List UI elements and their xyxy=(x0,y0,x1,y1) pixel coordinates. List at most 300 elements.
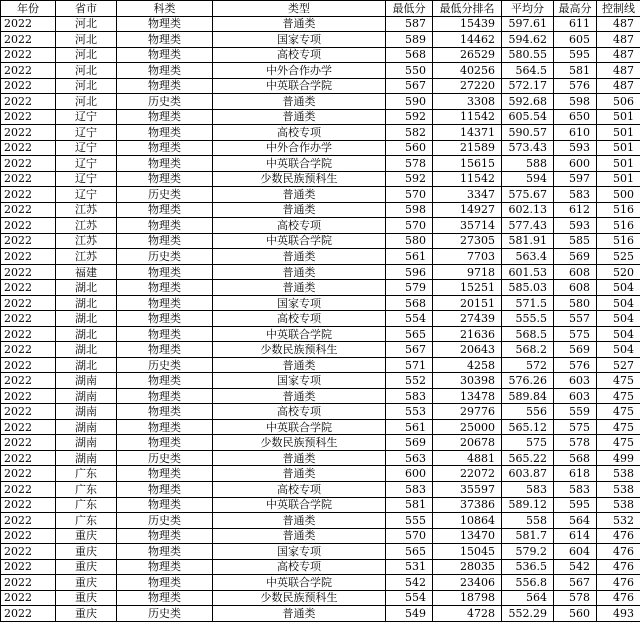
min-score-cell: 581 xyxy=(386,497,433,513)
min-rank-cell: 28035 xyxy=(433,559,502,575)
year-cell: 2022 xyxy=(1,419,56,435)
table-row xyxy=(1,497,640,513)
table-row xyxy=(1,94,640,110)
min-score-cell: 565 xyxy=(386,326,433,342)
max-score-cell: 597 xyxy=(554,171,597,187)
control-line-cell: 538 xyxy=(597,481,640,497)
subject-cell: 物理类 xyxy=(117,140,213,156)
min-rank-header: 最低分排名 xyxy=(433,1,502,17)
avg-score-cell: 565.12 xyxy=(502,419,554,435)
min-rank-cell: 35597 xyxy=(433,481,502,497)
table-row xyxy=(1,435,640,451)
max-score-cell: 559 xyxy=(554,404,597,420)
table-row xyxy=(1,419,640,435)
type-cell: 普通类 xyxy=(213,466,386,482)
province-cell: 湖南 xyxy=(56,450,117,466)
max-score-cell: 611 xyxy=(554,16,597,32)
type-cell: 普通类 xyxy=(213,606,386,622)
min-rank-cell: 26529 xyxy=(433,47,502,63)
type-cell: 普通类 xyxy=(213,280,386,296)
avg-score-cell: 594 xyxy=(502,171,554,187)
min-rank-cell: 11542 xyxy=(433,171,502,187)
min-rank-cell: 15251 xyxy=(433,280,502,296)
subject-cell: 物理类 xyxy=(117,544,213,560)
max-score-cell: 593 xyxy=(554,140,597,156)
province-cell: 辽宁 xyxy=(56,171,117,187)
control-line-cell: 493 xyxy=(597,606,640,622)
max-score-header: 最高分 xyxy=(554,1,597,17)
max-score-cell: 576 xyxy=(554,357,597,373)
province-cell: 辽宁 xyxy=(56,140,117,156)
min-score-cell: 578 xyxy=(386,156,433,172)
province-cell: 湖南 xyxy=(56,373,117,389)
year-cell: 2022 xyxy=(1,109,56,125)
max-score-cell: 618 xyxy=(554,466,597,482)
table-row xyxy=(1,373,640,389)
table-row xyxy=(1,311,640,327)
type-cell: 普通类 xyxy=(213,202,386,218)
avg-score-cell: 602.13 xyxy=(502,202,554,218)
subject-header: 科类 xyxy=(117,1,213,17)
table-row xyxy=(1,156,640,172)
max-score-cell: 593 xyxy=(554,218,597,234)
max-score-cell: 603 xyxy=(554,373,597,389)
province-cell: 辽宁 xyxy=(56,156,117,172)
control-line-cell: 499 xyxy=(597,450,640,466)
min-rank-cell: 13470 xyxy=(433,528,502,544)
max-score-cell: 585 xyxy=(554,233,597,249)
subject-cell: 物理类 xyxy=(117,295,213,311)
min-score-cell: 552 xyxy=(386,373,433,389)
max-score-cell: 600 xyxy=(554,156,597,172)
year-cell: 2022 xyxy=(1,481,56,497)
province-cell: 湖北 xyxy=(56,311,117,327)
table-row xyxy=(1,47,640,63)
control-line-cell: 506 xyxy=(597,94,640,110)
min-rank-cell: 20643 xyxy=(433,342,502,358)
year-header: 年份 xyxy=(1,1,56,17)
min-rank-cell: 3347 xyxy=(433,187,502,203)
type-cell: 普通类 xyxy=(213,450,386,466)
control-line-cell: 475 xyxy=(597,388,640,404)
max-score-cell: 608 xyxy=(554,280,597,296)
table-row xyxy=(1,264,640,280)
min-score-cell: 587 xyxy=(386,16,433,32)
avg-score-cell: 581.91 xyxy=(502,233,554,249)
min-score-header: 最低分 xyxy=(386,1,433,17)
year-cell: 2022 xyxy=(1,295,56,311)
subject-cell: 物理类 xyxy=(117,63,213,79)
table-row xyxy=(1,140,640,156)
province-cell: 江苏 xyxy=(56,218,117,234)
avg-score-cell: 601.53 xyxy=(502,264,554,280)
max-score-cell: 604 xyxy=(554,544,597,560)
type-cell: 高校专项 xyxy=(213,47,386,63)
control-line-cell: 500 xyxy=(597,187,640,203)
min-rank-cell: 14462 xyxy=(433,32,502,48)
min-score-cell: 567 xyxy=(386,78,433,94)
max-score-cell: 542 xyxy=(554,559,597,575)
min-score-cell: 598 xyxy=(386,202,433,218)
subject-cell: 物理类 xyxy=(117,156,213,172)
year-cell: 2022 xyxy=(1,435,56,451)
province-cell: 广东 xyxy=(56,466,117,482)
control-line-cell: 475 xyxy=(597,373,640,389)
min-score-cell: 590 xyxy=(386,94,433,110)
max-score-cell: 595 xyxy=(554,47,597,63)
subject-cell: 历史类 xyxy=(117,606,213,622)
year-cell: 2022 xyxy=(1,326,56,342)
province-cell: 湖南 xyxy=(56,388,117,404)
subject-cell: 物理类 xyxy=(117,497,213,513)
max-score-cell: 564 xyxy=(554,513,597,529)
header-row xyxy=(1,1,640,17)
min-rank-cell: 27305 xyxy=(433,233,502,249)
min-rank-cell: 27439 xyxy=(433,311,502,327)
year-cell: 2022 xyxy=(1,590,56,606)
min-score-cell: 567 xyxy=(386,342,433,358)
table-row xyxy=(1,295,640,311)
type-cell: 中英联合学院 xyxy=(213,419,386,435)
type-cell: 中英联合学院 xyxy=(213,575,386,591)
min-rank-cell: 7703 xyxy=(433,249,502,265)
min-rank-cell: 15045 xyxy=(433,544,502,560)
type-cell: 中英联合学院 xyxy=(213,497,386,513)
control-line-cell: 516 xyxy=(597,233,640,249)
table-row xyxy=(1,249,640,265)
type-cell: 中外合作办学 xyxy=(213,63,386,79)
max-score-cell: 575 xyxy=(554,419,597,435)
table-row xyxy=(1,606,640,622)
min-score-cell: 560 xyxy=(386,140,433,156)
min-rank-cell: 20678 xyxy=(433,435,502,451)
province-cell: 广东 xyxy=(56,513,117,529)
subject-cell: 物理类 xyxy=(117,171,213,187)
table-row xyxy=(1,16,640,32)
subject-cell: 物理类 xyxy=(117,326,213,342)
type-cell: 普通类 xyxy=(213,249,386,265)
table-row xyxy=(1,63,640,79)
min-rank-cell: 14371 xyxy=(433,125,502,141)
min-score-cell: 583 xyxy=(386,481,433,497)
min-rank-cell: 3308 xyxy=(433,94,502,110)
control-line-cell: 475 xyxy=(597,419,640,435)
table-row xyxy=(1,513,640,529)
min-score-cell: 561 xyxy=(386,249,433,265)
type-cell: 国家专项 xyxy=(213,32,386,48)
subject-cell: 物理类 xyxy=(117,218,213,234)
avg-score-cell: 605.54 xyxy=(502,109,554,125)
type-cell: 普通类 xyxy=(213,357,386,373)
year-cell: 2022 xyxy=(1,187,56,203)
year-cell: 2022 xyxy=(1,513,56,529)
min-rank-cell: 35714 xyxy=(433,218,502,234)
subject-cell: 物理类 xyxy=(117,125,213,141)
year-cell: 2022 xyxy=(1,311,56,327)
table-row xyxy=(1,233,640,249)
avg-score-cell: 564 xyxy=(502,590,554,606)
subject-cell: 物理类 xyxy=(117,280,213,296)
avg-score-cell: 589.12 xyxy=(502,497,554,513)
type-cell: 少数民族预科生 xyxy=(213,590,386,606)
province-header: 省市 xyxy=(56,1,117,17)
min-score-cell: 550 xyxy=(386,63,433,79)
table-row xyxy=(1,559,640,575)
year-cell: 2022 xyxy=(1,202,56,218)
min-rank-cell: 4728 xyxy=(433,606,502,622)
min-score-cell: 589 xyxy=(386,32,433,48)
avg-score-cell: 576.26 xyxy=(502,373,554,389)
min-score-cell: 570 xyxy=(386,187,433,203)
control-line-cell: 504 xyxy=(597,326,640,342)
year-cell: 2022 xyxy=(1,125,56,141)
min-rank-cell: 21589 xyxy=(433,140,502,156)
province-cell: 江苏 xyxy=(56,233,117,249)
table-row xyxy=(1,357,640,373)
min-score-cell: 554 xyxy=(386,590,433,606)
max-score-cell: 595 xyxy=(554,497,597,513)
year-cell: 2022 xyxy=(1,218,56,234)
min-score-cell: 554 xyxy=(386,311,433,327)
type-cell: 高校专项 xyxy=(213,404,386,420)
min-rank-cell: 18798 xyxy=(433,590,502,606)
min-rank-cell: 20151 xyxy=(433,295,502,311)
control-line-cell: 487 xyxy=(597,47,640,63)
table-row xyxy=(1,590,640,606)
min-score-cell: 582 xyxy=(386,125,433,141)
max-score-cell: 576 xyxy=(554,78,597,94)
max-score-cell: 605 xyxy=(554,32,597,48)
year-cell: 2022 xyxy=(1,63,56,79)
control-line-cell: 525 xyxy=(597,249,640,265)
subject-cell: 物理类 xyxy=(117,590,213,606)
max-score-cell: 567 xyxy=(554,575,597,591)
type-cell: 普通类 xyxy=(213,528,386,544)
type-cell: 中英联合学院 xyxy=(213,156,386,172)
year-cell: 2022 xyxy=(1,233,56,249)
min-rank-cell: 25000 xyxy=(433,419,502,435)
control-line-cell: 476 xyxy=(597,528,640,544)
year-cell: 2022 xyxy=(1,357,56,373)
max-score-cell: 598 xyxy=(554,94,597,110)
avg-score-cell: 558 xyxy=(502,513,554,529)
avg-score-cell: 577.43 xyxy=(502,218,554,234)
province-cell: 辽宁 xyxy=(56,125,117,141)
avg-score-cell: 565.22 xyxy=(502,450,554,466)
subject-cell: 历史类 xyxy=(117,513,213,529)
subject-cell: 物理类 xyxy=(117,388,213,404)
type-cell: 普通类 xyxy=(213,388,386,404)
max-score-cell: 578 xyxy=(554,590,597,606)
min-score-cell: 549 xyxy=(386,606,433,622)
avg-score-cell: 592.68 xyxy=(502,94,554,110)
province-cell: 辽宁 xyxy=(56,109,117,125)
type-cell: 普通类 xyxy=(213,187,386,203)
subject-cell: 物理类 xyxy=(117,311,213,327)
type-cell: 普通类 xyxy=(213,109,386,125)
province-cell: 河北 xyxy=(56,32,117,48)
province-cell: 湖北 xyxy=(56,280,117,296)
control-line-cell: 538 xyxy=(597,466,640,482)
province-cell: 江苏 xyxy=(56,202,117,218)
min-score-cell: 596 xyxy=(386,264,433,280)
table-row xyxy=(1,78,640,94)
province-cell: 湖南 xyxy=(56,435,117,451)
min-score-cell: 580 xyxy=(386,233,433,249)
table-row xyxy=(1,481,640,497)
subject-cell: 物理类 xyxy=(117,202,213,218)
type-cell: 高校专项 xyxy=(213,125,386,141)
type-cell: 国家专项 xyxy=(213,544,386,560)
avg-score-cell: 575.67 xyxy=(502,187,554,203)
avg-score-cell: 579.2 xyxy=(502,544,554,560)
province-cell: 河北 xyxy=(56,78,117,94)
subject-cell: 物理类 xyxy=(117,373,213,389)
control-line-cell: 527 xyxy=(597,357,640,373)
min-rank-cell: 21636 xyxy=(433,326,502,342)
avg-score-cell: 594.62 xyxy=(502,32,554,48)
province-cell: 湖北 xyxy=(56,342,117,358)
table-row xyxy=(1,109,640,125)
control-line-cell: 487 xyxy=(597,16,640,32)
table-row xyxy=(1,342,640,358)
min-rank-cell: 4258 xyxy=(433,357,502,373)
max-score-cell: 608 xyxy=(554,264,597,280)
max-score-cell: 569 xyxy=(554,342,597,358)
subject-cell: 物理类 xyxy=(117,559,213,575)
year-cell: 2022 xyxy=(1,342,56,358)
table-row xyxy=(1,125,640,141)
control-line-cell: 520 xyxy=(597,264,640,280)
control-line-cell: 501 xyxy=(597,109,640,125)
max-score-cell: 568 xyxy=(554,450,597,466)
avg-score-cell: 575 xyxy=(502,435,554,451)
min-score-cell: 561 xyxy=(386,419,433,435)
avg-score-cell: 552.29 xyxy=(502,606,554,622)
max-score-cell: 583 xyxy=(554,481,597,497)
control-line-cell: 487 xyxy=(597,32,640,48)
avg-score-cell: 603.87 xyxy=(502,466,554,482)
subject-cell: 历史类 xyxy=(117,249,213,265)
max-score-cell: 583 xyxy=(554,187,597,203)
avg-score-cell: 536.5 xyxy=(502,559,554,575)
min-score-cell: 555 xyxy=(386,513,433,529)
avg-score-cell: 556.8 xyxy=(502,575,554,591)
control-line-cell: 516 xyxy=(597,202,640,218)
subject-cell: 历史类 xyxy=(117,450,213,466)
min-score-cell: 569 xyxy=(386,435,433,451)
control-line-cell: 501 xyxy=(597,125,640,141)
year-cell: 2022 xyxy=(1,156,56,172)
table-row xyxy=(1,466,640,482)
min-score-cell: 542 xyxy=(386,575,433,591)
avg-score-cell: 563.4 xyxy=(502,249,554,265)
control-line-cell: 476 xyxy=(597,544,640,560)
avg-score-cell: 573.43 xyxy=(502,140,554,156)
max-score-cell: 603 xyxy=(554,388,597,404)
type-cell: 国家专项 xyxy=(213,373,386,389)
min-score-cell: 553 xyxy=(386,404,433,420)
type-cell: 中英联合学院 xyxy=(213,233,386,249)
avg-score-cell: 571.5 xyxy=(502,295,554,311)
province-cell: 河北 xyxy=(56,47,117,63)
table-row xyxy=(1,326,640,342)
table-row xyxy=(1,450,640,466)
control-line-cell: 504 xyxy=(597,295,640,311)
year-cell: 2022 xyxy=(1,466,56,482)
avg-score-cell: 583 xyxy=(502,481,554,497)
year-cell: 2022 xyxy=(1,78,56,94)
subject-cell: 物理类 xyxy=(117,233,213,249)
table-row xyxy=(1,171,640,187)
province-cell: 湖南 xyxy=(56,404,117,420)
subject-cell: 物理类 xyxy=(117,481,213,497)
table-body xyxy=(1,16,640,621)
avg-score-cell: 597.61 xyxy=(502,16,554,32)
control-line-cell: 476 xyxy=(597,559,640,575)
min-score-cell: 563 xyxy=(386,450,433,466)
subject-cell: 历史类 xyxy=(117,94,213,110)
max-score-cell: 575 xyxy=(554,326,597,342)
year-cell: 2022 xyxy=(1,497,56,513)
control-line-cell: 501 xyxy=(597,171,640,187)
year-cell: 2022 xyxy=(1,450,56,466)
min-rank-cell: 37386 xyxy=(433,497,502,513)
subject-cell: 历史类 xyxy=(117,357,213,373)
max-score-cell: 557 xyxy=(554,311,597,327)
max-score-cell: 610 xyxy=(554,125,597,141)
province-cell: 重庆 xyxy=(56,575,117,591)
subject-cell: 物理类 xyxy=(117,404,213,420)
min-score-cell: 571 xyxy=(386,357,433,373)
table-row xyxy=(1,32,640,48)
control-line-cell: 504 xyxy=(597,280,640,296)
min-rank-cell: 22072 xyxy=(433,466,502,482)
min-rank-cell: 23406 xyxy=(433,575,502,591)
year-cell: 2022 xyxy=(1,16,56,32)
year-cell: 2022 xyxy=(1,94,56,110)
min-score-cell: 592 xyxy=(386,109,433,125)
subject-cell: 物理类 xyxy=(117,575,213,591)
avg-score-cell: 568.5 xyxy=(502,326,554,342)
year-cell: 2022 xyxy=(1,373,56,389)
province-cell: 辽宁 xyxy=(56,187,117,203)
province-cell: 福建 xyxy=(56,264,117,280)
type-cell: 普通类 xyxy=(213,94,386,110)
control-line-cell: 516 xyxy=(597,218,640,234)
avg-score-cell: 588 xyxy=(502,156,554,172)
type-cell: 高校专项 xyxy=(213,311,386,327)
min-score-cell: 570 xyxy=(386,218,433,234)
table-row xyxy=(1,187,640,203)
table-row xyxy=(1,218,640,234)
min-score-cell: 568 xyxy=(386,47,433,63)
province-cell: 重庆 xyxy=(56,528,117,544)
max-score-cell: 569 xyxy=(554,249,597,265)
avg-score-cell: 590.57 xyxy=(502,125,554,141)
type-cell: 高校专项 xyxy=(213,481,386,497)
min-rank-cell: 15615 xyxy=(433,156,502,172)
type-cell: 中英联合学院 xyxy=(213,326,386,342)
province-cell: 江苏 xyxy=(56,249,117,265)
table-row xyxy=(1,202,640,218)
control-line-cell: 532 xyxy=(597,513,640,529)
min-score-cell: 568 xyxy=(386,295,433,311)
table-row xyxy=(1,575,640,591)
min-rank-cell: 10864 xyxy=(433,513,502,529)
control-line-cell: 476 xyxy=(597,575,640,591)
province-cell: 河北 xyxy=(56,94,117,110)
